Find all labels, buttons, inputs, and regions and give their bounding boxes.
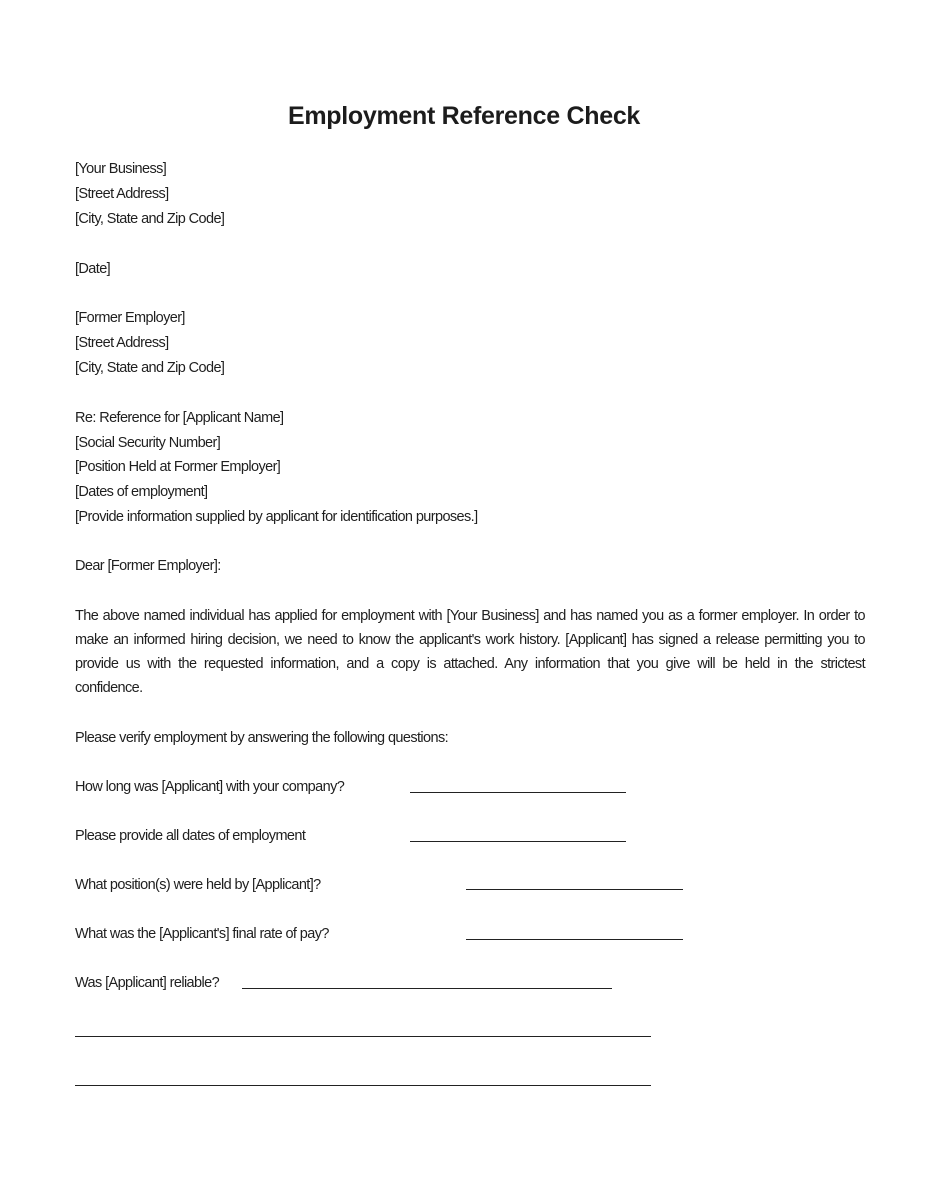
recipient-city: [City, State and Zip Code] xyxy=(75,360,225,376)
re-ssn: [Social Security Number] xyxy=(75,435,221,451)
answer-line-reliable[interactable] xyxy=(242,988,612,989)
question-tenure: How long was [Applicant] with your company? xyxy=(75,779,345,795)
question-dates: Please provide all dates of employment xyxy=(75,828,306,844)
sender-business: [Your Business] xyxy=(75,161,167,177)
answer-line-extra-1[interactable] xyxy=(75,1036,651,1037)
salutation: Dear [Former Employer]: xyxy=(75,558,221,574)
sender-city: [City, State and Zip Code] xyxy=(75,211,225,227)
question-positions: What position(s) were held by [Applicant]? xyxy=(75,877,321,893)
question-pay-rate: What was the [Applicant's] final rate of pay? xyxy=(75,926,329,942)
recipient-street: [Street Address] xyxy=(75,335,169,351)
document-title: Employment Reference Check xyxy=(287,102,641,130)
re-position: [Position Held at Former Employer] xyxy=(75,459,281,475)
body-paragraph: The above named individual has applied for employment with [Your Business] and has named you as a former employer. In order to make an informed hiring decision, we need to know the applicant's work history. [Applicant] has signed a release permitting you to provide us with the requested information, and a copy is attached. Any information that you give will be held in the strictest confidence. xyxy=(75,608,865,696)
re-dates: [Dates of employment] xyxy=(75,484,208,500)
question-reliable: Was [Applicant] reliable? xyxy=(75,975,220,991)
letter-date: [Date] xyxy=(75,261,111,277)
recipient-employer: [Former Employer] xyxy=(75,310,185,326)
sender-street: [Street Address] xyxy=(75,186,169,202)
answer-line-tenure[interactable] xyxy=(410,792,626,793)
re-identification: [Provide information supplied by applicant for identification purposes.] xyxy=(75,509,478,525)
re-applicant-name: Re: Reference for [Applicant Name] xyxy=(75,410,284,426)
answer-line-dates[interactable] xyxy=(410,841,626,842)
instruction-text: Please verify employment by answering the following questions: xyxy=(75,730,449,746)
answer-line-pay-rate[interactable] xyxy=(466,939,683,940)
answer-line-extra-2[interactable] xyxy=(75,1085,651,1086)
answer-line-positions[interactable] xyxy=(466,889,683,890)
